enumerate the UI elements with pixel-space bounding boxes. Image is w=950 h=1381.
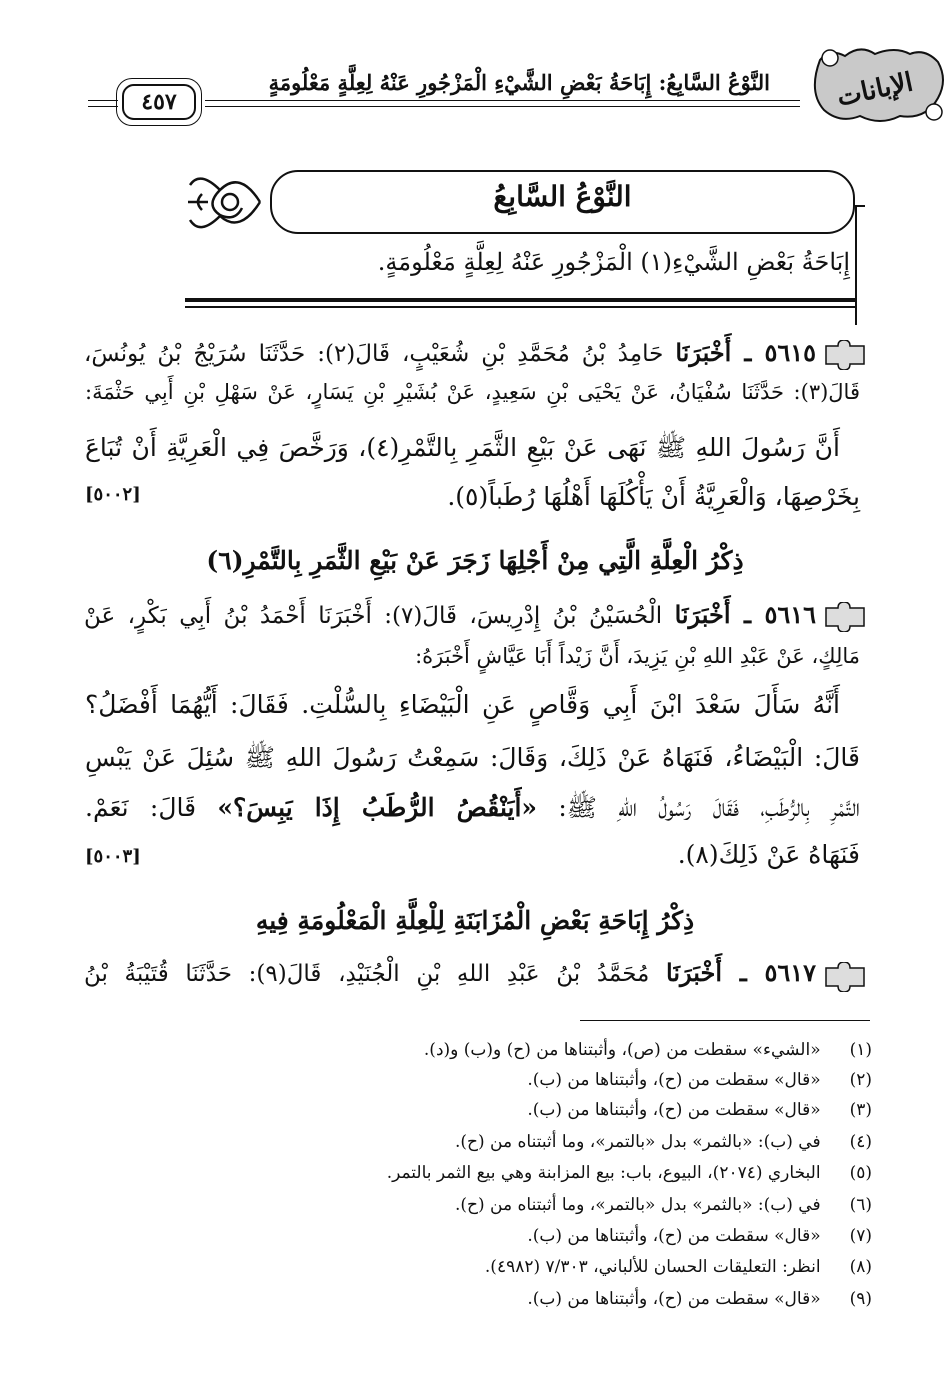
footnote (527, 1289, 872, 1309)
chapter-thin-rule (185, 306, 857, 308)
floral-ornament-icon (180, 160, 270, 245)
hadith-5616-line-5 (85, 792, 860, 829)
header-rule-top (205, 100, 800, 101)
section-heading-1: ذِكْرُ الْعِلَّةِ الَّتِي مِنْ أَجْلِهَا زَجَرَ عَنْ بَيْعِ الثَّمَرِ بِالتَّمْرِ(٦) (206, 546, 744, 575)
page-number: ٤٥٧ (122, 84, 196, 120)
footnote-text: البخاري (٢٠٧٤)، البيوع، باب: بيع المزابنة وهي بيع الثمر بالتمر. (386, 1163, 821, 1183)
footnote-text: «الشيء» سقطت من (ص)، وأثبتناها من (ح) و(ب) و(د). (423, 1040, 821, 1060)
footnote-text: في (ب): «بالثمر» بدل «بالتمر»، وما أثبتناه من (ح). (455, 1132, 821, 1152)
hadith-number: ٥٦١٦ ـ أَخْبَرَنَا (674, 600, 816, 629)
footnote (455, 1132, 872, 1152)
chapter-frame-top-line (855, 205, 865, 207)
header-rule-left-bottom (88, 106, 118, 107)
header-rule-left-top (88, 100, 118, 101)
isnad-text: الْحُسَيْنُ بْنُ إِدْرِيسَ، قَالَ(٧): أَخْبَرَنَا أَحْمَدُ بْنُ أَبِي بَكْرٍ، عَنْ (84, 603, 663, 629)
cross-reference: [٥٠٠٣] (85, 846, 141, 867)
hadith-number: ٥٦١٥ ـ أَخْبَرَنَا (675, 338, 817, 367)
footnote-text: «قال» سقطت من (ح)، وأثبتناها من (ب). (527, 1289, 821, 1309)
hadith-5615-line-4: بِخَرْصِهَا، وَالْعَرِيَّةُ أَنْ يَأْكُلَهَا أَهْلُهَا رُطَباً(٥). (447, 482, 860, 511)
hadith-5615-line-1 (84, 338, 816, 367)
isnad-text: حَامِدُ بْنُ مُحَمَّدِ بْنِ شُعَيْبٍ، قَالَ(٢): حَدَّثَنَا سُرَيْجُ بْنُ يُونُسَ، (84, 341, 664, 367)
isnad-text: مُحَمَّدُ بْنُ عَبْدِ اللهِ بْنِ الْجُنَيْدِ، قَالَ(٩): حَدَّثَنَا قُتَيْبَةُ بْنُ (84, 961, 650, 987)
puzzle-piece-icon (822, 602, 868, 632)
matn-text: التَّمْرِ بِالرُّطَبِ، فَقَالَ رَسُولُ اللهِ ﷺ: (558, 793, 860, 822)
running-header-title: النَّوْعُ السَّابِعُ: إِبَاحَةُ بَعْضِ الشَّيْءِ الْمَزْجُورِ عَنْهُ لِعِلَّةٍ مَعْلُومَةٍ (268, 70, 770, 95)
section-heading-2: ذِكْرُ إِبَاحَةِ بَعْضِ الْمُزَابَنَةِ لِلْعِلَّةِ الْمَعْلُومَةِ فِيهِ (255, 906, 695, 935)
chapter-title: النَّوْعُ السَّابِعُ (493, 180, 632, 213)
footnote (527, 1070, 872, 1090)
chapter-subtitle: إِبَاحَةُ بَعْضِ الشَّيْءِ(١) الْمَزْجُورِ عَنْهُ لِعِلَّةٍ مَعْلُومَةٍ. (377, 248, 850, 276)
header-rule-bottom (205, 106, 800, 107)
footnote-separator (580, 1020, 870, 1021)
prophetic-saying: «أَيَنْقُصُ الرُّطَبُ إِذَا يَبِسَ؟» (217, 793, 538, 822)
hadith-5615-line-3: أَنَّ رَسُولَ اللهِ ﷺ نَهَى عَنْ بَيْعِ الثَّمَرِ بِالتَّمْرِ(٤)، وَرَخَّصَ فِي الْعَرِيَّةِ أَنْ تُبَاعَ (85, 433, 840, 462)
footnote-text: «قال» سقطت من (ح)، وأثبتناها من (ب). (527, 1226, 821, 1246)
matn-text: قَالَ: نَعَمْ. (85, 793, 197, 822)
hadith-5616-line-4: قَالَ: الْبَيْضَاءُ، فَنَهَاهُ عَنْ ذَلِكَ، وَقَالَ: سَمِعْتُ رَسُولَ اللهِ ﷺ سُئِلَ عَنْ يَبْسِ (85, 743, 860, 772)
hadith-5617-line-1 (84, 958, 816, 987)
footnote-number: (٨) (849, 1257, 872, 1277)
hadith-number: ٥٦١٧ ـ أَخْبَرَنَا (666, 958, 816, 987)
footnote (424, 1040, 872, 1060)
footnote-number: (٦) (849, 1195, 872, 1215)
puzzle-piece-icon (822, 340, 868, 370)
footnote-text: في (ب): «بالثمر» بدل «بالتمر»، وما أثبتناه من (ح). (455, 1195, 821, 1215)
hadith-5616-line-1 (84, 600, 816, 629)
footnote (527, 1100, 872, 1120)
footnote-number: (٢) (849, 1070, 872, 1090)
book-logo-badge (800, 40, 950, 130)
footnote-number: (٣) (849, 1100, 872, 1120)
badge-text: الإبانات (834, 67, 916, 113)
footnote-number: (٥) (849, 1163, 872, 1183)
footnote-text: «قال» سقطت من (ح)، وأثبتناها من (ب). (527, 1100, 821, 1120)
hadith-5616-line-6: فَنَهَاهُ عَنْ ذَلِكَ(٨). (677, 840, 860, 869)
chapter-thick-rule (185, 298, 857, 302)
cross-reference: [٥٠٠٢] (85, 484, 141, 505)
footnote (485, 1257, 872, 1277)
hadith-5615-line-2: قَالَ(٣): حَدَّثَنَا سُفْيَانُ، عَنْ يَحْيَى بْنِ سَعِيدٍ، عَنْ بُشَيْرِ بْنِ يَسَارٍ، عَنْ سَهْلِ بْنِ أَبِي حَثْمَةَ: (85, 380, 860, 404)
footnote (387, 1163, 872, 1183)
footnote-text: «قال» سقطت من (ح)، وأثبتناها من (ب). (527, 1070, 821, 1090)
footnote-number: (١) (849, 1040, 872, 1060)
hadith-5616-line-3: أَنَّهُ سَأَلَ سَعْدَ ابْنَ أَبِي وَقَّاصٍ عَنِ الْبَيْضَاءِ بِالسُّلْتِ. فَقَالَ: أَيُّهُمَا أَفْضَلُ؟ (85, 690, 840, 719)
hadith-5616-line-2: مَالِكٍ، عَنْ عَبْدِ اللهِ بْنِ يَزِيدَ، أَنَّ زَيْداً أَبَا عَيَّاشٍ أَخْبَرَهُ: (415, 644, 860, 668)
footnote (527, 1226, 872, 1246)
footnote (455, 1195, 872, 1215)
footnote-text: انظر: التعليقات الحسان للألباني، ٧/٣٠٣ (٤٩٨٢). (484, 1257, 821, 1277)
puzzle-piece-icon (822, 962, 868, 992)
footnote-number: (٧) (849, 1226, 872, 1246)
footnote-number: (٩) (849, 1289, 872, 1309)
footnote-number: (٤) (849, 1132, 872, 1152)
